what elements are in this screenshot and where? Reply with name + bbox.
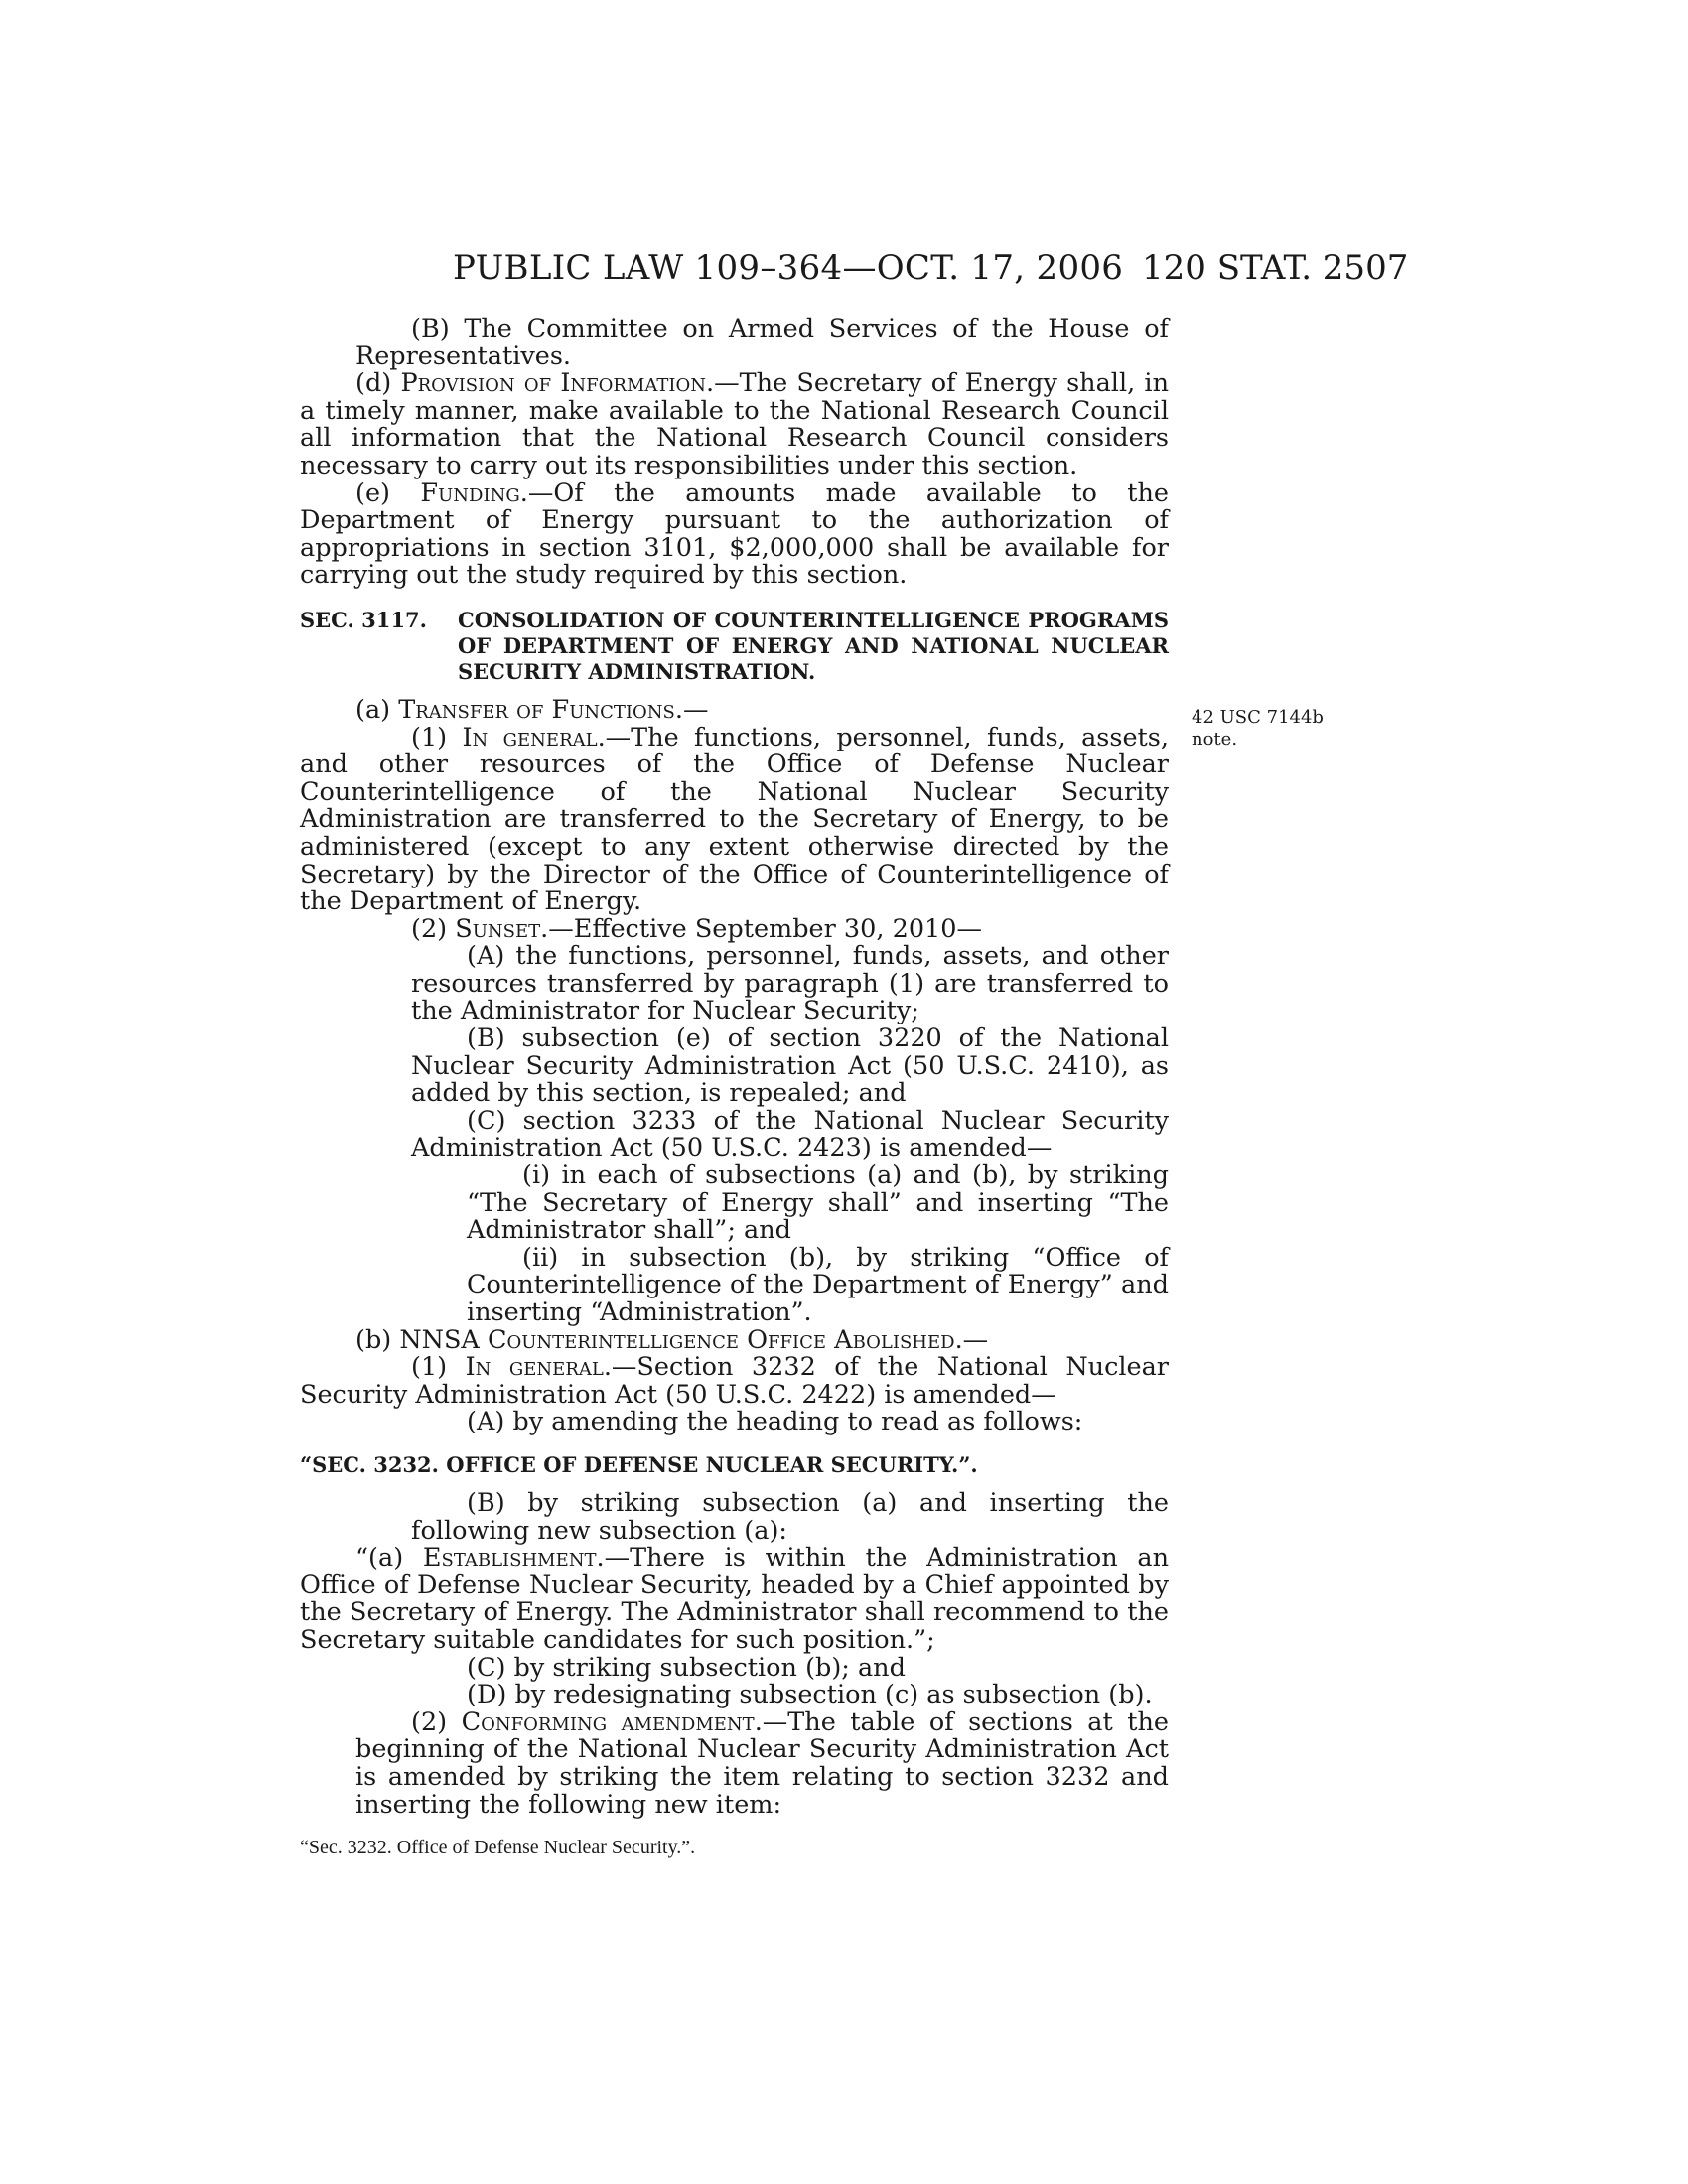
paragraph-caption: Provision of Information: [400, 368, 707, 399]
paragraph-caption: Establishment: [422, 1543, 597, 1573]
paragraph: (B) by striking subsection (a) and inserting the following new subsection (a):: [411, 1487, 1169, 1546]
margin-note-citation: 42 USC 7144b: [1192, 707, 1324, 728]
section-title: CONSOLIDATION OF COUNTERINTELLIGENCE PROGRAMS OF DEPARTMENT OF ENERGY AND NATIONAL NUCLEAR SECURITY ADMINISTRATION.: [458, 607, 1169, 684]
paragraph-lead: (2): [411, 913, 456, 944]
paragraph-text: .—Section 3232 of the National Nuclear Security Administration Act (50 U.S.C. 2422) is amended—: [300, 1352, 1170, 1410]
paragraph: [300, 694, 1169, 725]
paragraph-text: .—Effective September 30, 2010—: [540, 913, 982, 944]
paragraph: [300, 722, 1169, 917]
paragraph-caption: Conforming amendment: [461, 1706, 755, 1737]
paragraph: (C) section 3233 of the National Nuclear Security Administration Act (50 U.S.C. 2423) is amended—: [411, 1105, 1169, 1163]
paragraph: [300, 1354, 1169, 1409]
paragraph-caption: Sunset: [455, 913, 541, 944]
paragraph-caption: Counterintelligence Office Abolished: [487, 1324, 955, 1355]
paragraph: (A) by amending the heading to read as follows:: [467, 1407, 1083, 1437]
paragraph-caption: Funding: [420, 478, 520, 508]
paragraph-text: .—The functions, personnel, funds, assets, and other resources of the Office of Defense Nuclear Counterintelligence of the National Nuclear Security Administration are transferred to the Secretary of Energy, to be administered (except to any extent otherwise directed by the Secretary) by the Director of the Office of Counterintelligence of the Department of Energy.: [300, 722, 1169, 917]
paragraph: [300, 480, 1169, 590]
paragraph-caption: In general: [462, 722, 598, 752]
paragraph: (B) The Committee on Armed Services of the House of Representatives.: [355, 314, 1169, 371]
page-number: 120 STAT. 2507: [1142, 248, 1409, 288]
paragraph-lead: (1): [411, 1352, 466, 1383]
paragraph: [300, 1706, 1170, 1820]
paragraph-lead: (a): [355, 694, 399, 725]
paragraph-lead: (2): [411, 1706, 462, 1737]
paragraph: (C) by striking subsection (b); and: [467, 1652, 906, 1683]
margin-note-suffix: note.: [1192, 729, 1238, 750]
paragraph: [300, 913, 1169, 944]
paragraph-text: .—Of the amounts made available to the Department of Energy pursuant to the authorization of appropriations in section 3101, $2,000,000 shall be available for carrying out the study required by this section.: [300, 478, 1169, 591]
paragraph-text: .—: [954, 1324, 989, 1355]
table-of-sections-item: “Sec. 3232. Office of Defense Nuclear Security.”.: [300, 1837, 696, 1859]
paragraph-lead: (e): [355, 478, 421, 508]
paragraph-text: .—The table of sections at the beginning of the National Nuclear Security Administration Act is amended by striking the item relating to section 3232 and inserting the following new item:: [355, 1706, 1170, 1820]
paragraph: (B) subsection (e) of section 3220 of the National Nuclear Security Administration Act (50 U.S.C. 2410), as added by this section, is repealed; and: [411, 1024, 1169, 1109]
paragraph-lead: (1): [411, 722, 463, 752]
paragraph: (A) the functions, personnel, funds, assets, and other resources transferred by paragraph (1) are transferred to the Administrator for Nuclear Security;: [411, 941, 1169, 1026]
running-header-title: PUBLIC LAW 109–364—OCT. 17, 2006: [453, 248, 1124, 288]
margin-note: [1192, 707, 1331, 751]
paragraph-lead: “(a): [355, 1543, 423, 1573]
paragraph-lead: (b) NNSA: [355, 1324, 488, 1355]
section-number: SEC. 3117.: [300, 607, 427, 632]
paragraph-text: .—: [674, 694, 709, 725]
paragraph: [300, 1324, 1169, 1355]
paragraph: [300, 1545, 1169, 1654]
inserted-heading: “SEC. 3232. OFFICE OF DEFENSE NUCLEAR SECURITY.”.: [300, 1451, 978, 1477]
paragraph-text: .—There is within the Administration an Office of Defense Nuclear Security, headed by a Chief appointed by the Secretary of Energy. The Administrator shall recommend to the Secretary suitable candidates for such position.”;: [300, 1543, 1169, 1655]
paragraph: [300, 370, 1169, 479]
paragraph-lead: (d): [355, 368, 401, 399]
paragraph: (i) in each of subsections (a) and (b), by striking “The Secretary of Energy shall” and inserting “The Administrator shall”; and: [467, 1160, 1169, 1246]
paragraph-text: .—The Secretary of Energy shall, in a timely manner, make available to the National Research Council all information that the National Research Council considers necessary to carry out its responsibilities under this section.: [300, 368, 1170, 480]
document-body: [300, 316, 1169, 1862]
paragraph: (D) by redesignating subsection (c) as subsection (b).: [467, 1680, 1153, 1710]
paragraph: (ii) in subsection (b), by striking “Office of Counterintelligence of the Department of Energy” and inserting “Administration”.: [467, 1242, 1169, 1327]
paragraph-caption: Transfer of Functions: [398, 694, 675, 725]
paragraph-caption: In general: [465, 1352, 604, 1383]
section-heading: [300, 608, 1169, 685]
